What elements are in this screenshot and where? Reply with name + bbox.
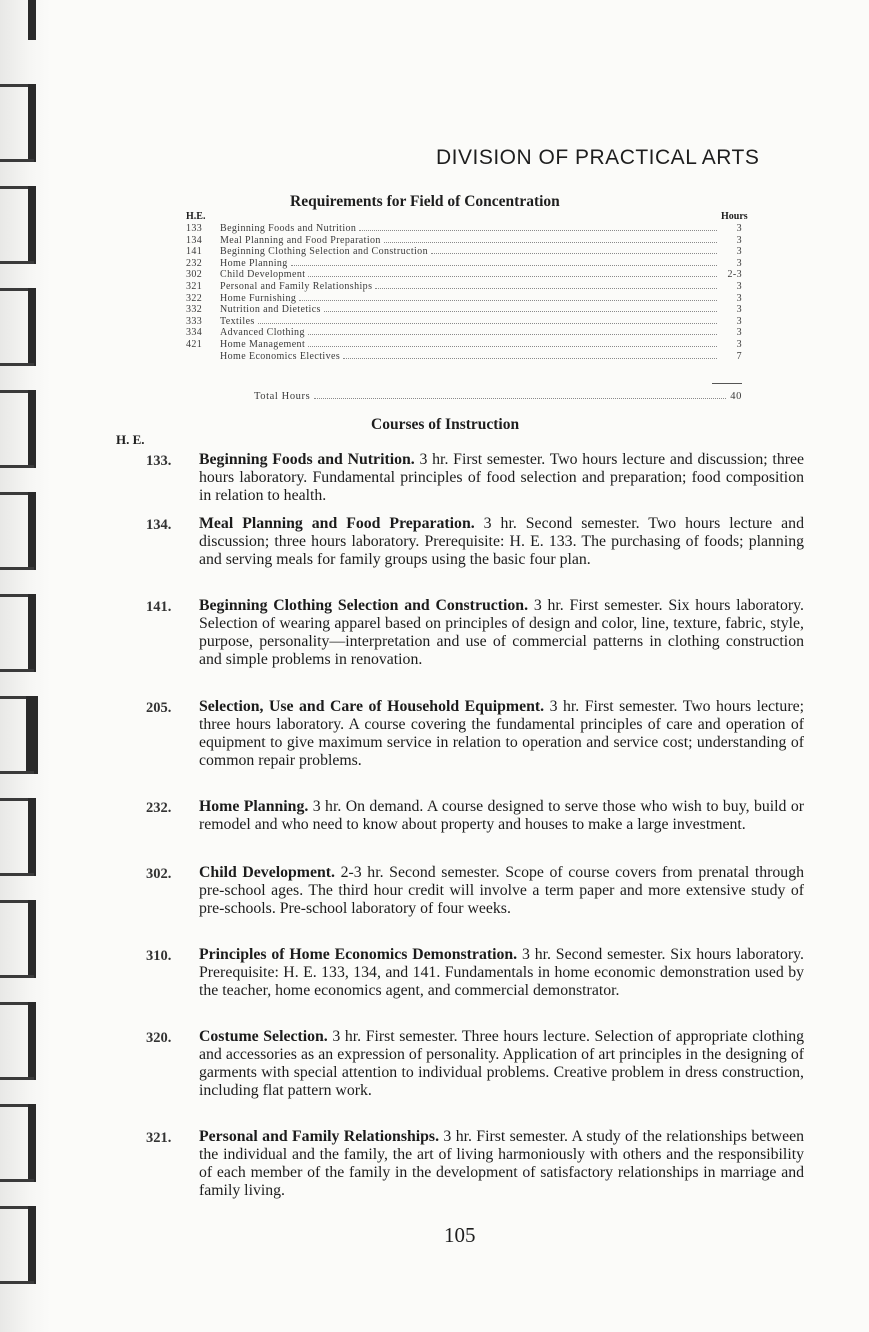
courses-title: Courses of Instruction [371, 416, 520, 433]
course-title: Meal Planning and Food Preparation. [199, 515, 475, 532]
course-number: 141. [146, 599, 172, 615]
requirement-hours: 3 [736, 223, 742, 234]
binder-clip [0, 84, 40, 162]
course-title: Beginning Foods and Nutrition. [199, 451, 415, 468]
requirement-hours: 3 [736, 338, 742, 350]
binder-clip [0, 1104, 40, 1182]
page-binding-edge [0, 0, 50, 1332]
requirement-hours: 3 [736, 280, 742, 292]
requirements-title: Requirements for Field of Concentration [290, 193, 560, 210]
requirement-row [186, 223, 742, 235]
requirement-row [186, 246, 742, 258]
binder-clip [0, 594, 40, 672]
requirement-code: 134 [186, 234, 203, 246]
requirement-name: Beginning Clothing Selection and Construction [220, 246, 428, 258]
binder-clip [0, 1206, 40, 1284]
department-label: H. E. [116, 432, 145, 447]
requirement-row [186, 316, 742, 328]
total-rule [712, 383, 742, 384]
requirement-hours: 7 [736, 350, 742, 362]
requirement-code: 421 [186, 338, 203, 350]
course-description: 3 hr. First semester. Three hours lecture. Selection of appropriate clothing and accessories as an expression of personality. Application of art principles in the designing of garments with special attention to individual problems. Creative problem in dress construction, including flat pattern work. [199, 1028, 804, 1100]
binder-clip [0, 288, 40, 366]
requirement-row [186, 258, 742, 270]
course-description: 3 hr. First semester. Two hours lecture and discussion; three hours laboratory. Fundamental principles of food selection and preparation; food composition in relation to health. [199, 451, 805, 505]
page-number: 105 [444, 1223, 476, 1247]
course-description: 3 hr. First semester. Six hours laboratory. Selection of wearing apparel based on principles of design and color, line, texture, fabric, style, purpose, personality—interpretation and use of commercial patterns in clothing construction and simple problems in renovation. [199, 597, 805, 669]
course-number: 232. [146, 800, 172, 816]
course-title: Selection, Use and Care of Household Equipment. [199, 698, 545, 715]
requirement-hours: 3 [736, 234, 742, 246]
requirement-row [186, 327, 742, 339]
requirement-row [186, 304, 742, 316]
course-description: 3 hr. On demand. A course designed to serve those who wish to buy, build or remodel and who need to know about property and houses to make a large investment. [199, 798, 804, 834]
division-heading: DIVISION OF PRACTICAL ARTS [436, 146, 760, 169]
requirement-code: 133 [186, 223, 203, 234]
course-number: 133. [146, 453, 172, 469]
requirement-row [186, 293, 742, 305]
requirement-name: Advanced Clothing [220, 327, 305, 339]
requirements-table [186, 223, 742, 362]
course-number: 321. [146, 1130, 172, 1146]
requirement-hours: 3 [736, 292, 742, 304]
binder-clip [0, 1002, 40, 1080]
requirement-name: Home Management [220, 338, 306, 350]
course-title: Child Development. [199, 864, 335, 881]
course-title: Costume Selection. [199, 1028, 328, 1045]
course-title: Principles of Home Economics Demonstration. [199, 946, 518, 963]
requirement-code: 141 [186, 246, 203, 258]
course-number: 205. [146, 700, 172, 716]
binder-clip [0, 900, 40, 978]
requirements-hours-header: Hours [721, 211, 748, 222]
requirement-name: Home Economics Electives [220, 350, 341, 362]
requirement-row [186, 235, 742, 247]
course-number: 320. [146, 1030, 172, 1046]
course-description: 3 hr. Second semester. Two hours lecture and discussion; three hours laboratory. Prerequisite: H. E. 133. The purchasing of foods; planning and serving meals for family groups using the basic four plan. [199, 515, 804, 569]
requirements-code-header: H.E. [186, 211, 206, 222]
course-title: Beginning Clothing Selection and Construction. [199, 597, 529, 614]
requirement-code: 332 [186, 304, 203, 316]
requirement-code: 322 [186, 292, 203, 304]
requirement-code: 334 [186, 327, 203, 339]
course-description: 3 hr. Second semester. Six hours laboratory. Prerequisite: H. E. 133, 134, and 141. Fundamentals in home economic demonstration used by the teacher, home economics agent, and commercial demonstrator. [199, 946, 804, 1000]
course-number: 310. [146, 948, 172, 964]
requirement-name: Beginning Foods and Nutrition [220, 223, 357, 234]
binder-clip [0, 186, 40, 264]
requirement-code: 232 [186, 257, 203, 269]
requirement-name: Child Development [220, 269, 306, 281]
course-description: 2-3 hr. Second semester. Scope of course covers from prenatal through pre-school ages. The third hour credit will involve a term paper and more extensive study of pre-schools. Pre-school laboratory of four weeks. [199, 864, 804, 918]
total-hours-value: 40 [730, 391, 742, 402]
binder-clip [0, 696, 40, 774]
requirement-row [186, 339, 742, 351]
requirement-hours: 3 [736, 257, 742, 269]
binder-clip [0, 798, 40, 876]
binder-clip [0, 0, 40, 78]
requirement-name: Personal and Family Relationships [220, 280, 373, 292]
course-description: 3 hr. First semester. A study of the relationships between the individual and the family, the art of living harmoniously with others and the responsibility of each member of the family in the development of satisfactory relationships in marriage and family living. [199, 1128, 804, 1200]
course-number: 134. [146, 517, 172, 533]
requirement-code: 321 [186, 280, 203, 292]
course-description: 3 hr. First semester. Two hours lecture; three hours laboratory. A course covering the fundamental principles of care and operation of equipment to give maximum service in relation to operation and service cost; understanding of common repair problems. [199, 698, 804, 770]
course-number: 302. [146, 866, 172, 882]
total-hours-label: Total Hours [254, 391, 311, 402]
requirement-hours: 3 [736, 327, 742, 339]
requirement-name: Home Furnishing [220, 292, 297, 304]
requirement-hours: 3 [736, 315, 742, 327]
requirement-code: 302 [186, 269, 203, 281]
requirement-hours: 3 [736, 304, 742, 316]
requirement-name: Meal Planning and Food Preparation [220, 234, 381, 246]
requirement-name: Textiles [220, 315, 255, 327]
binder-clip [0, 390, 40, 468]
requirement-hours: 2-3 [727, 269, 742, 281]
course-title: Home Planning. [199, 798, 309, 815]
requirement-row [186, 269, 742, 281]
requirement-name: Nutrition and Dietetics [220, 304, 321, 316]
requirement-row [186, 351, 742, 363]
binder-clip [0, 492, 40, 570]
requirement-code: 333 [186, 315, 203, 327]
course-title: Personal and Family Relationships. [199, 1128, 440, 1145]
total-hours-row [254, 391, 742, 402]
requirement-row [186, 281, 742, 293]
requirement-hours: 3 [736, 246, 742, 258]
requirement-name: Home Planning [220, 257, 288, 269]
